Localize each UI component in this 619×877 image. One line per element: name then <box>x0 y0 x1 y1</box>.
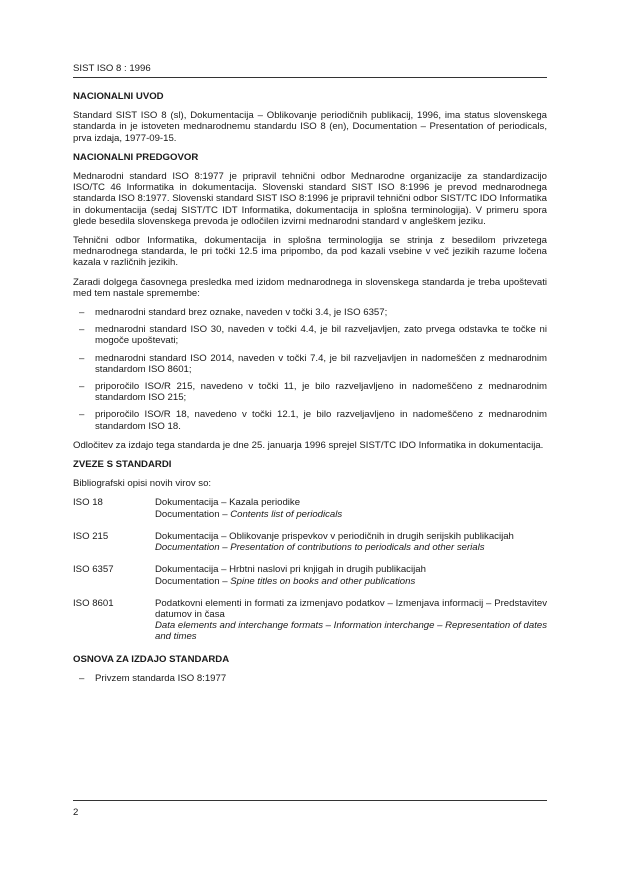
header-rule <box>73 77 547 78</box>
reference-title-sl: Dokumentacija – Kazala periodike <box>155 497 301 509</box>
reference-description <box>155 531 547 553</box>
section-heading: ZVEZE S STANDARDI <box>73 459 172 471</box>
list-item <box>73 353 547 375</box>
reference-description <box>155 598 547 643</box>
list-item-text: priporočilo ISO/R 215, navedeno v točki 11, je bilo razveljavljeno in nadomeščeno z mednarodnim standardom ISO 215; <box>95 381 547 404</box>
section-osnova-za-izdajo <box>73 654 547 684</box>
list-item-text: mednarodni standard ISO 2014, naveden v točki 7.4, je bil razveljavljen in nadomeščen z mednarodnim standardom ISO 8601; <box>95 352 547 375</box>
reference-en-title: Spine titles on books and other publications <box>230 575 416 587</box>
reference-code: ISO 215 <box>73 530 109 542</box>
reference-row <box>73 497 547 519</box>
paragraph: Standard SIST ISO 8 (sl), Dokumentacija – Oblikovanje periodičnih publikacij, 1996, ima status slovenskega standarda in je istoveten mednarodnemu standardu ISO 8 (en), Documentation – Presentation of periodicals, prva izdaja, 1977-09-15. <box>73 110 547 144</box>
reference-en-prefix: Documentation – <box>155 575 231 587</box>
list-item-text: Privzem standarda ISO 8:1977 <box>95 672 227 684</box>
paragraph: Odločitev za izdajo tega standarda je dne 25. januarja 1996 sprejel SIST/TC IDO Informatika in dokumentacija. <box>73 439 544 451</box>
list-item-text: mednarodni standard brez oznake, naveden v točki 3.4, je ISO 6357; <box>95 307 388 319</box>
list-item <box>73 324 547 346</box>
reference-code: ISO 8601 <box>73 597 114 609</box>
reference-title-en: Documentation – Presentation of contributions to periodicals and other serials <box>155 542 485 554</box>
page-header-title: SIST ISO 8 : 1996 <box>73 63 151 74</box>
section-nacionalni-predgovor <box>73 152 547 451</box>
reference-code: ISO 6357 <box>73 564 114 576</box>
paragraph: Bibliografski opisi novih virov so: <box>73 478 212 490</box>
reference-row <box>73 598 547 643</box>
reference-title-en <box>155 509 547 520</box>
section-heading: OSNOVA ZA IZDAJO STANDARDA <box>73 653 230 665</box>
dash-bullet: – <box>79 381 85 393</box>
list-item-text: mednarodni standard ISO 30, naveden v točki 4.4, je bil razveljavljen, zato prvega odstavka te točke ni mogoče upoštevati; <box>95 324 547 347</box>
paragraph: Tehnični odbor Informatika, dokumentacija in splošna terminologija se strinja z besedilom privzetega mednarodnega standarda, le pri točki 12.5 ima pripombo, da pod kazali vsebine v več jezikih razume ločena kazala v različnih jezikih. <box>73 235 547 269</box>
paragraph: Mednarodni standard ISO 8:1977 je pripravil tehnični odbor Mednarodne organizacije za standardizacijo ISO/TC 46 Informatika in dokumentacija. Slovenski standard SIST ISO 8:1996 je prevod mednarodnega standarda ISO 8:1977. Slovenski standard SIST ISO 8:1996 je pripravil tehnični odbor SIST/TC IDO Informatika in dokumentacija (sedaj SIST/TC IDT Informatika, dokumentacija in splošna terminologija). V primeru spora glede besedila slovenskega prevoda je odločilen izvirni mednarodni standard v angleškem jeziku. <box>73 171 547 227</box>
list-item <box>73 307 547 318</box>
basis-list <box>73 673 547 684</box>
reference-en-prefix: Documentation – <box>155 508 231 520</box>
reference-list <box>73 497 547 642</box>
section-heading: NACIONALNI UVOD <box>73 91 164 102</box>
list-item <box>73 381 547 403</box>
page-content <box>73 91 547 692</box>
reference-description <box>155 497 547 519</box>
dash-bullet: – <box>79 672 85 684</box>
section-heading: NACIONALNI PREDGOVOR <box>73 151 199 163</box>
reference-title-sl: Dokumentacija – Hrbtni naslovi pri knjigah in drugih publikacijah <box>155 564 426 576</box>
dash-bullet: – <box>79 409 85 421</box>
dash-bullet: – <box>79 352 85 364</box>
dash-bullet: – <box>79 324 85 336</box>
dash-bullet: – <box>79 307 85 319</box>
page-number: 2 <box>73 807 79 818</box>
reference-en-title: Contents list of periodicals <box>230 508 343 520</box>
reference-row <box>73 531 547 553</box>
footer-rule <box>73 800 547 801</box>
paragraph: Zaradi dolgega časovnega presledka med izidom mednarodnega in slovenskega standarda je treba upoštevati med tem nastale spremembe: <box>73 276 547 299</box>
reference-title-sl: Podatkovni elementi in formati za izmenjavo podatkov – Izmenjava informacij – Predstavitev datumov in časa <box>155 597 547 620</box>
list-item-text: priporočilo ISO/R 18, navedeno v točki 12.1, je bilo razveljavljeno in nadomeščeno z mednarodnim standardom ISO 18. <box>95 409 547 432</box>
section-zveze-s-standardi <box>73 459 547 642</box>
list-item <box>73 409 547 431</box>
section-nacionalni-uvod <box>73 91 547 144</box>
reference-title-en: Data elements and interchange formats – Information interchange – Representation of dates and times <box>155 620 547 643</box>
reference-code: ISO 18 <box>73 497 103 509</box>
reference-row <box>73 564 547 586</box>
reference-description <box>155 564 547 586</box>
list-item <box>73 673 547 684</box>
reference-title-sl: Dokumentacija – Oblikovanje prispevkov v periodičnih in drugih serijskih publikacijah <box>155 530 514 542</box>
reference-title-en <box>155 576 547 587</box>
changes-list <box>73 307 547 432</box>
